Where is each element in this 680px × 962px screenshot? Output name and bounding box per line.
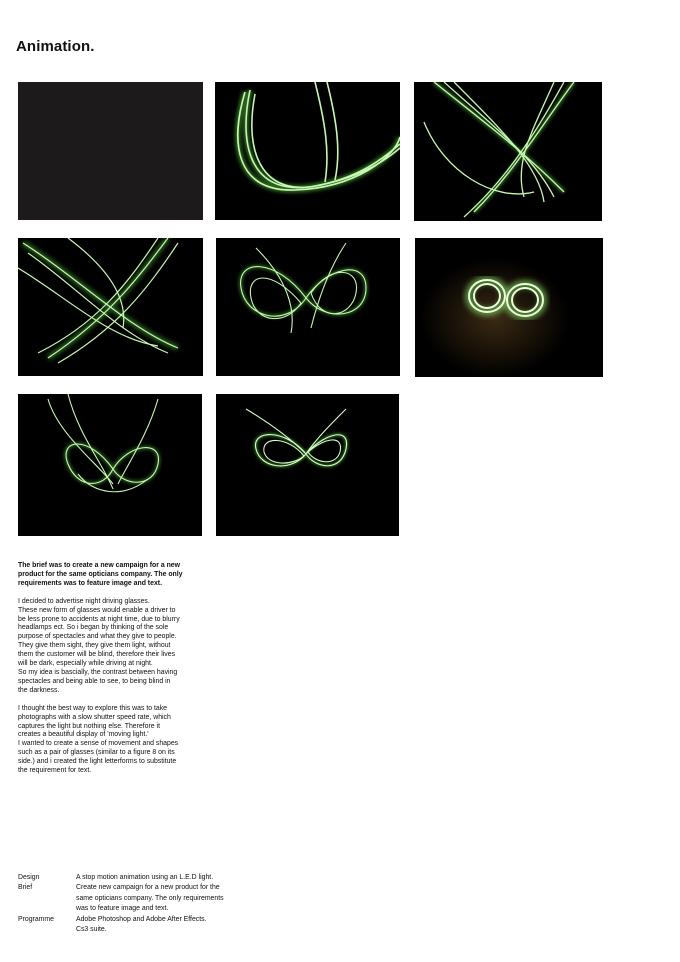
light-trail-image [18, 394, 202, 536]
light-trail-image [414, 82, 602, 221]
animation-frame-6 [415, 238, 603, 377]
meta-key-design: Design [18, 874, 40, 881]
brief-heading: The brief was to create a new campaign for a new product for the same opticians company. The only requirements was to feature image and text. [18, 562, 183, 587]
animation-frame-3 [414, 82, 602, 221]
meta-row-design [18, 873, 246, 883]
animation-frame-5 [216, 238, 400, 376]
description-paragraph-2: I thought the best way to explore this was to take photographs with a slow shutter speed rate, which captures the light but nothing else. Therefore it creates a beautiful display of 'moving light.' I wanted to create a sense of movement and shapes such as a pair of glasses (similar to a figure 8 on its side.) and i created the light letterforms to substitute the requirement for text. [18, 704, 179, 775]
meta-value-brief: Create new campaign for a new product for the same opticians company. The only requirements was to feature image and text. [76, 884, 224, 913]
meta-key-programme: Programme [18, 915, 54, 923]
meta-key-brief: Brief [18, 884, 33, 892]
meta-row-brief [18, 883, 246, 914]
animation-frame-7 [18, 394, 202, 536]
light-glasses-image [415, 238, 603, 377]
animation-frame-2 [215, 82, 400, 220]
light-trail-image [18, 238, 203, 376]
page-title: Animation. [16, 38, 95, 55]
meta-value-design: A stop motion animation using an L.E.D light. [76, 874, 214, 881]
meta-value-programme: Adobe Photoshop and Adobe After Effects. Cs3 suite. [76, 915, 207, 934]
project-metadata [18, 873, 246, 935]
light-trail-image [216, 394, 399, 536]
meta-row-programme [18, 915, 246, 936]
animation-frame-8 [216, 394, 399, 536]
light-trail-image [215, 82, 400, 220]
description-paragraph-1: I decided to advertise night driving glasses. These new form of glasses would enable a driver to be less prone to accidents at night time, due to blurry headlamps ect. So i began by thinking of the sole purpose of spectacles and what they give to people. They give them sight, they give them light, without them the customer will be blind, therefore their lives will be dark, especially while driving at night. So my idea is bascially, the contrast between having spectacles and being able to see, to being blind in the darkness. [18, 597, 180, 694]
dark-frame-image [18, 82, 203, 220]
animation-frame-4 [18, 238, 203, 376]
project-description [18, 562, 218, 776]
animation-frame-1 [18, 82, 203, 220]
light-trail-image [216, 238, 400, 376]
